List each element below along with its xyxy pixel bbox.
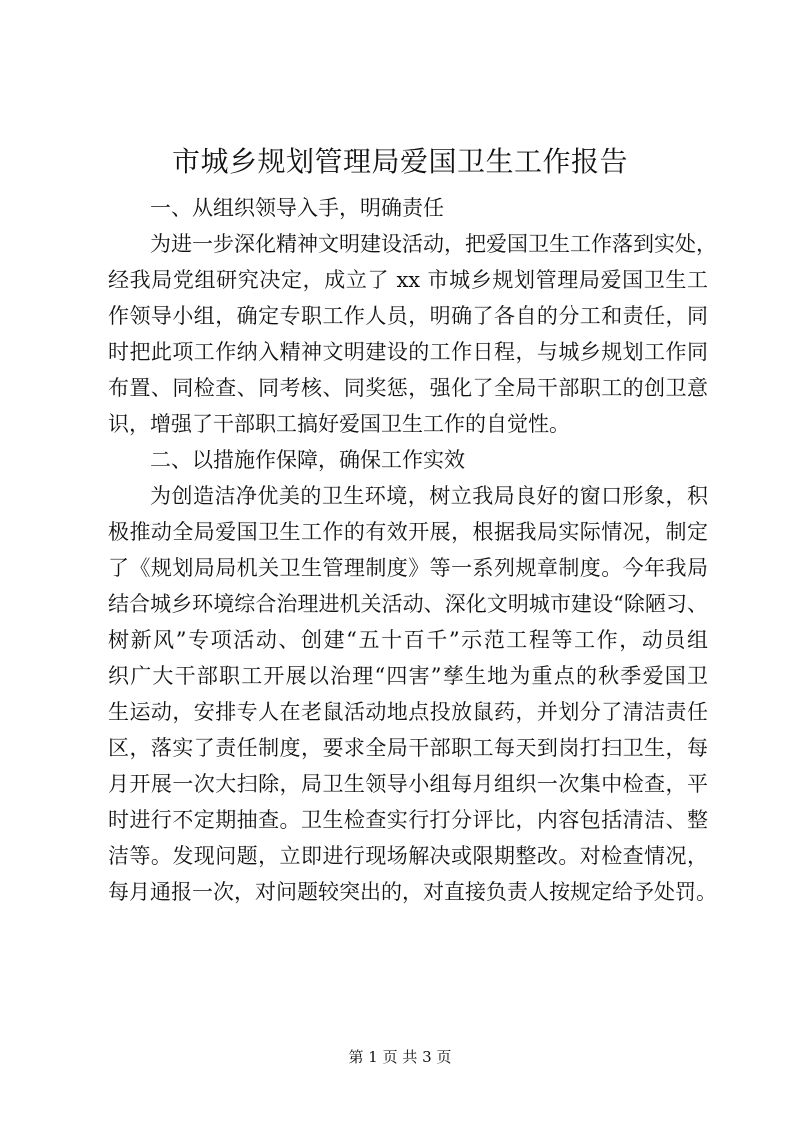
paragraph-2-line-9: 月开展一次大扫除，局卫生领导小组每月组织一次集中检查，平 bbox=[108, 772, 708, 796]
section-heading-1: 一、从组织领导入手，明确责任 bbox=[150, 196, 444, 220]
section-heading-2: 二、以措施作保障，确保工作实效 bbox=[150, 448, 465, 472]
paragraph-2-line-5: 树新风”专项活动、创建“五十百千”示范工程等工作，动员组 bbox=[108, 628, 708, 652]
paragraph-1-line-3: 作领导小组，确定专职工作人员，明确了各自的分工和责任，同 bbox=[108, 304, 708, 328]
paragraph-1-line-4: 时把此项工作纳入精神文明建设的工作日程，与城乡规划工作同 bbox=[108, 340, 708, 364]
paragraph-1-line-1: 为进一步深化精神文明建设活动，把爱国卫生工作落到实处， bbox=[150, 232, 717, 256]
paragraph-1-line-2: 经我局党组研究决定，成立了 xx 市城乡规划管理局爱国卫生工 bbox=[108, 268, 708, 292]
paragraph-1-line-6: 识，增强了干部职工搞好爱国卫生工作的自觉性。 bbox=[108, 412, 570, 436]
paragraph-2-line-10: 时进行不定期抽查。卫生检查实行打分评比，内容包括清洁、整 bbox=[108, 808, 708, 832]
paragraph-2-line-8: 区，落实了责任制度，要求全局干部职工每天到岗打扫卫生，每 bbox=[108, 736, 708, 760]
paragraph-2-line-11: 洁等。发现问题，立即进行现场解决或限期整改。对检查情况， bbox=[108, 844, 708, 868]
paragraph-1-line-5: 布置、同检查、同考核、同奖惩，强化了全局干部职工的创卫意 bbox=[108, 376, 708, 400]
paragraph-2-line-1: 为创造洁净优美的卫生环境，树立我局良好的窗口形象，积 bbox=[150, 484, 708, 508]
paragraph-2-line-7: 生运动，安排专人在老鼠活动地点投放鼠药，并划分了清洁责任 bbox=[108, 700, 708, 724]
paragraph-2-line-12: 每月通报一次，对问题较突出的，对直接负责人按规定给予处罚。 bbox=[108, 880, 717, 904]
paragraph-2-line-4: 结合城乡环境综合治理进机关活动、深化文明城市建设“除陋习、 bbox=[108, 592, 708, 616]
document-title: 市城乡规划管理局爱国卫生工作报告 bbox=[171, 145, 628, 178]
document-body bbox=[108, 190, 717, 910]
paragraph-2-line-6: 织广大干部职工开展以治理“四害”孳生地为重点的秋季爱国卫 bbox=[108, 664, 708, 688]
paragraph-2-line-2: 极推动全局爱国卫生工作的有效开展，根据我局实际情况，制定 bbox=[108, 520, 708, 544]
page-number-footer: 第 1 页 共 3 页 bbox=[348, 1048, 452, 1066]
paragraph-2-line-3: 了《规划局局机关卫生管理制度》等一系列规章制度。今年我局 bbox=[108, 556, 708, 580]
